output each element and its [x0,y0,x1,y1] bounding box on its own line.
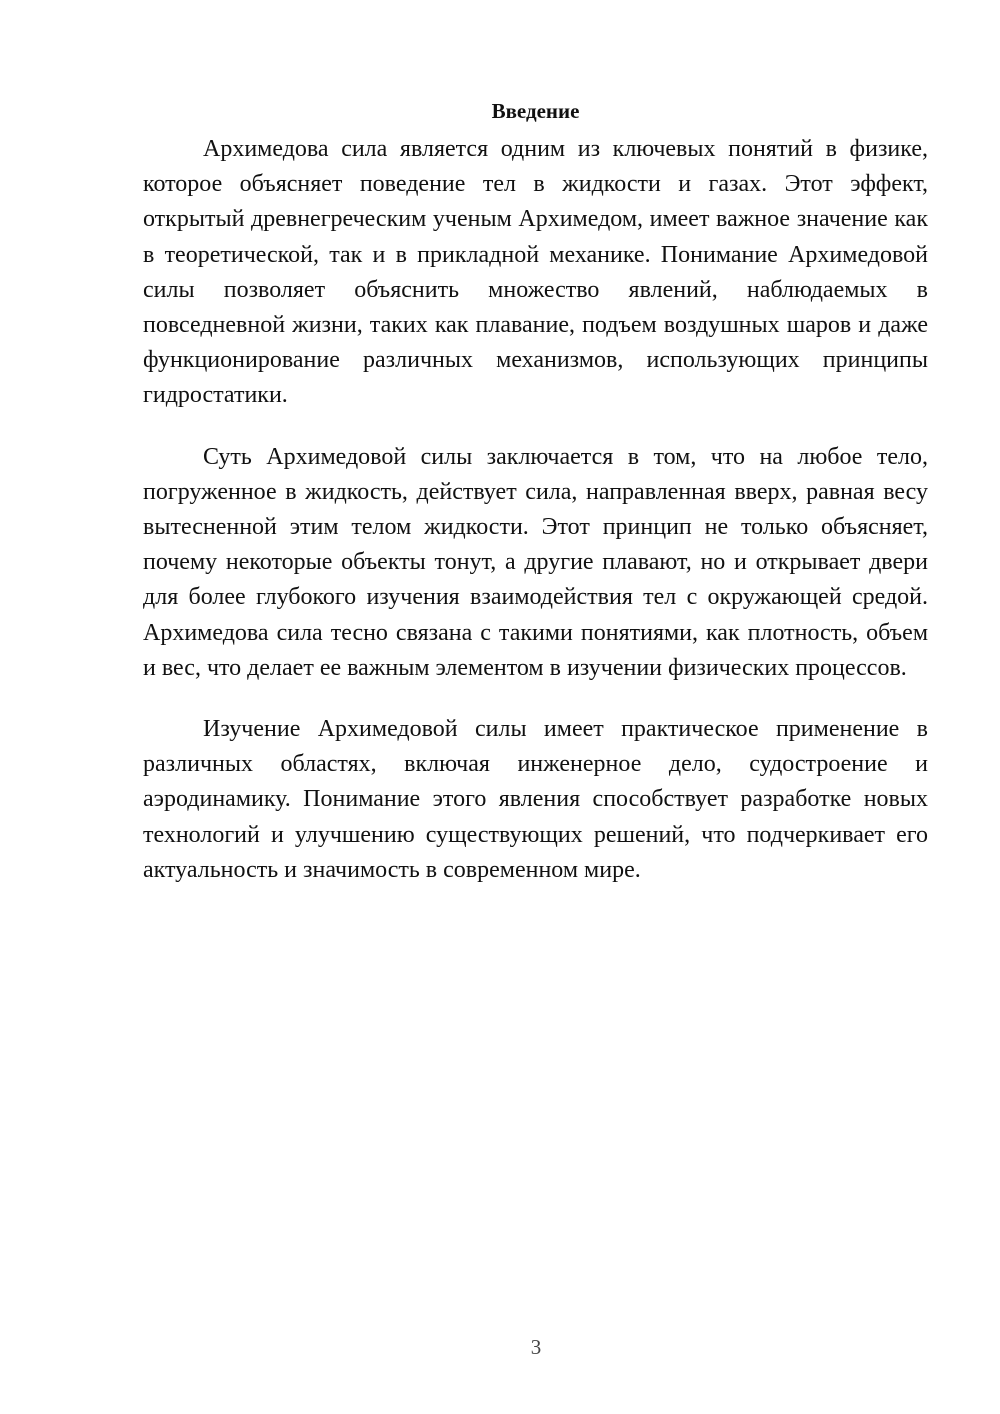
section-title: Введение [491,99,580,123]
paragraph-2: Суть Архимедовой силы заключается в том, что на любое тело, погруженное в жидкость, действует сила, направленная вверх, равная весу вытесненной этим телом жидкости. Этот принцип не только объясняет, почему некоторые объекты тонут, а другие плавают, но и открывает двери для более глубокого изучения взаимодействия тел с окружающей средой. Архимедова сила тесно связана с такими понятиями, как плотность, объем и вес, что делает ее важным элементом в изучении физических процессов. [143,443,928,681]
page-content [143,96,928,888]
paragraph-1: Архимедова сила является одним из ключевых понятий в физике, которое объясняет поведение тел в жидкости и газах. Этот эффект, открытый древнегреческим ученым Архимедом, имеет важное значение как в теоретической, так и в прикладной механике. Понимание Архимедовой силы позволяет объяснить множество явлений, наблюдаемых в повседневной жизни, таких как плавание, подъем воздушных шаров и даже функционирование различных механизмов, использующих принципы гидростатики. [143,136,928,409]
paragraph-3: Изучение Архимедовой силы имеет практическое применение в различных областях, включая инженерное дело, судостроение и аэродинамику. Понимание этого явления способствует разработке новых технологий и улучшению существующих решений, что подчеркивает его актуальность и значимость в современном мире. [143,716,928,883]
page-number: 3 [530,1335,542,1359]
